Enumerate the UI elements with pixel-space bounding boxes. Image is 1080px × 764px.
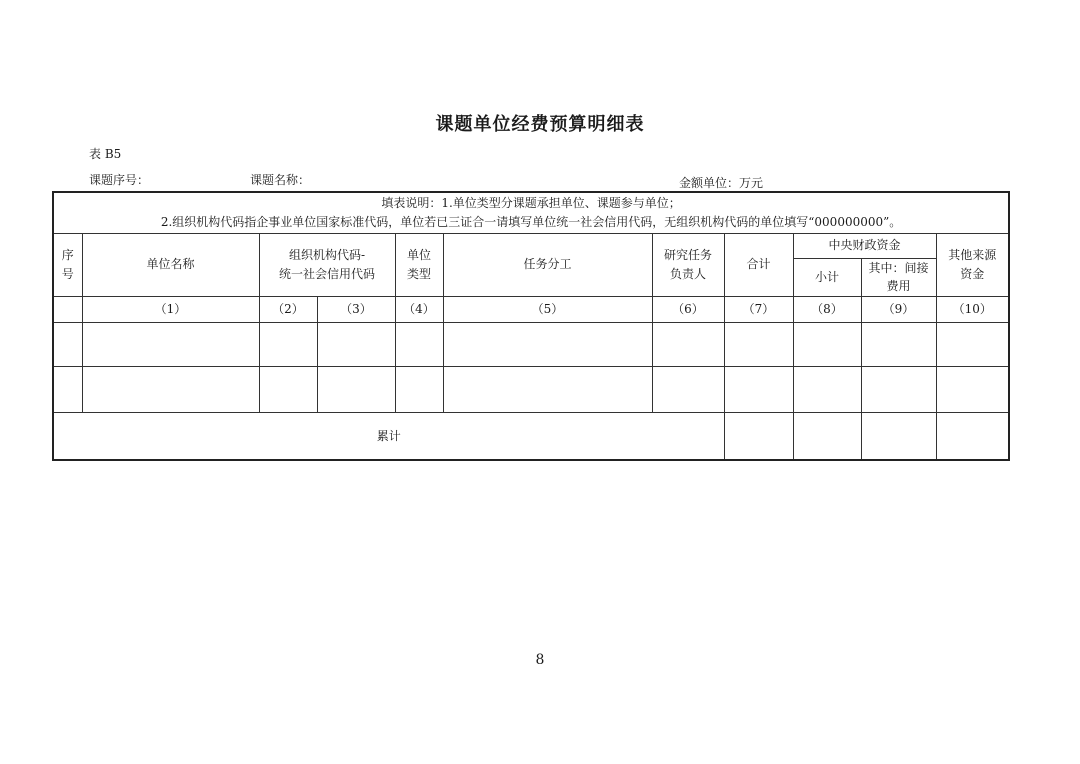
column-number-7: （7）	[724, 296, 793, 322]
table-cell	[936, 412, 1009, 460]
table-id: 表 B5	[89, 147, 122, 161]
table-cell	[395, 366, 443, 412]
table-cell	[861, 366, 936, 412]
table-row	[53, 322, 1009, 366]
column-number-8: （8）	[793, 296, 861, 322]
table-cell	[861, 412, 936, 460]
header-row-1	[53, 233, 1009, 258]
table-cell	[259, 322, 317, 366]
table-cell	[443, 366, 652, 412]
header-other-sources: 其他来源 资金	[936, 233, 1009, 296]
column-number-10: （10）	[936, 296, 1009, 322]
header-leader: 研究任务 负责人	[652, 233, 724, 296]
table-cell	[936, 366, 1009, 412]
header-org-code: 组织机构代码- 统一社会信用代码	[259, 233, 395, 296]
instruction-line-2: 2.组织机构代码指企事业单位国家标准代码，单位若已三证合一请填写单位统一社会信用代码，无组织机构代码的单位填写“000000000”。	[160, 214, 902, 229]
project-serial-label: 课题序号：	[89, 173, 150, 187]
header-seq: 序 号	[53, 233, 82, 296]
column-number-4: （4）	[395, 296, 443, 322]
table-cell	[724, 322, 793, 366]
budget-detail-table	[52, 191, 1010, 461]
header-unit-name: 单位名称	[82, 233, 259, 296]
header-unit-type: 单位 类型	[395, 233, 443, 296]
project-name-label: 课题名称：	[250, 173, 311, 187]
table-cell	[793, 412, 861, 460]
header-task: 任务分工	[443, 233, 652, 296]
table-cell	[395, 322, 443, 366]
table-cell	[259, 366, 317, 412]
table-cell	[793, 366, 861, 412]
table-title: 课题单位经费预算明细表	[435, 114, 645, 135]
table-cell	[443, 322, 652, 366]
column-number-blank	[53, 296, 82, 322]
table-cell	[53, 366, 82, 412]
cumulative-label: 累计	[53, 412, 724, 460]
table-cell	[652, 366, 724, 412]
header-indirect: 其中：间接 费用	[861, 258, 936, 296]
table-cell	[82, 322, 259, 366]
table-cell	[724, 366, 793, 412]
header-central-funds: 中央财政资金	[793, 233, 936, 258]
instructions-row	[53, 192, 1009, 233]
table-cell	[317, 366, 395, 412]
header-total: 合计	[724, 233, 793, 296]
column-number-1: （1）	[82, 296, 259, 322]
column-number-5: （5）	[443, 296, 652, 322]
column-number-3: （3）	[317, 296, 395, 322]
cumulative-row	[53, 412, 1009, 460]
column-number-row	[53, 296, 1009, 322]
amount-unit-label: 金额单位：万元	[679, 176, 764, 190]
column-number-9: （9）	[861, 296, 936, 322]
table-cell	[53, 322, 82, 366]
instructions-cell	[53, 192, 1009, 233]
table-cell	[82, 366, 259, 412]
table-cell	[652, 322, 724, 366]
table-row	[53, 366, 1009, 412]
table-cell	[936, 322, 1009, 366]
instruction-line-1: 填表说明：1.单位类型分课题承担单位、课题参与单位；	[381, 196, 681, 211]
table-cell	[793, 322, 861, 366]
table-cell	[724, 412, 793, 460]
table-cell	[317, 322, 395, 366]
page-number: 8	[535, 652, 545, 668]
column-number-2: （2）	[259, 296, 317, 322]
column-number-6: （6）	[652, 296, 724, 322]
table-cell	[861, 322, 936, 366]
header-subtotal: 小计	[793, 258, 861, 296]
